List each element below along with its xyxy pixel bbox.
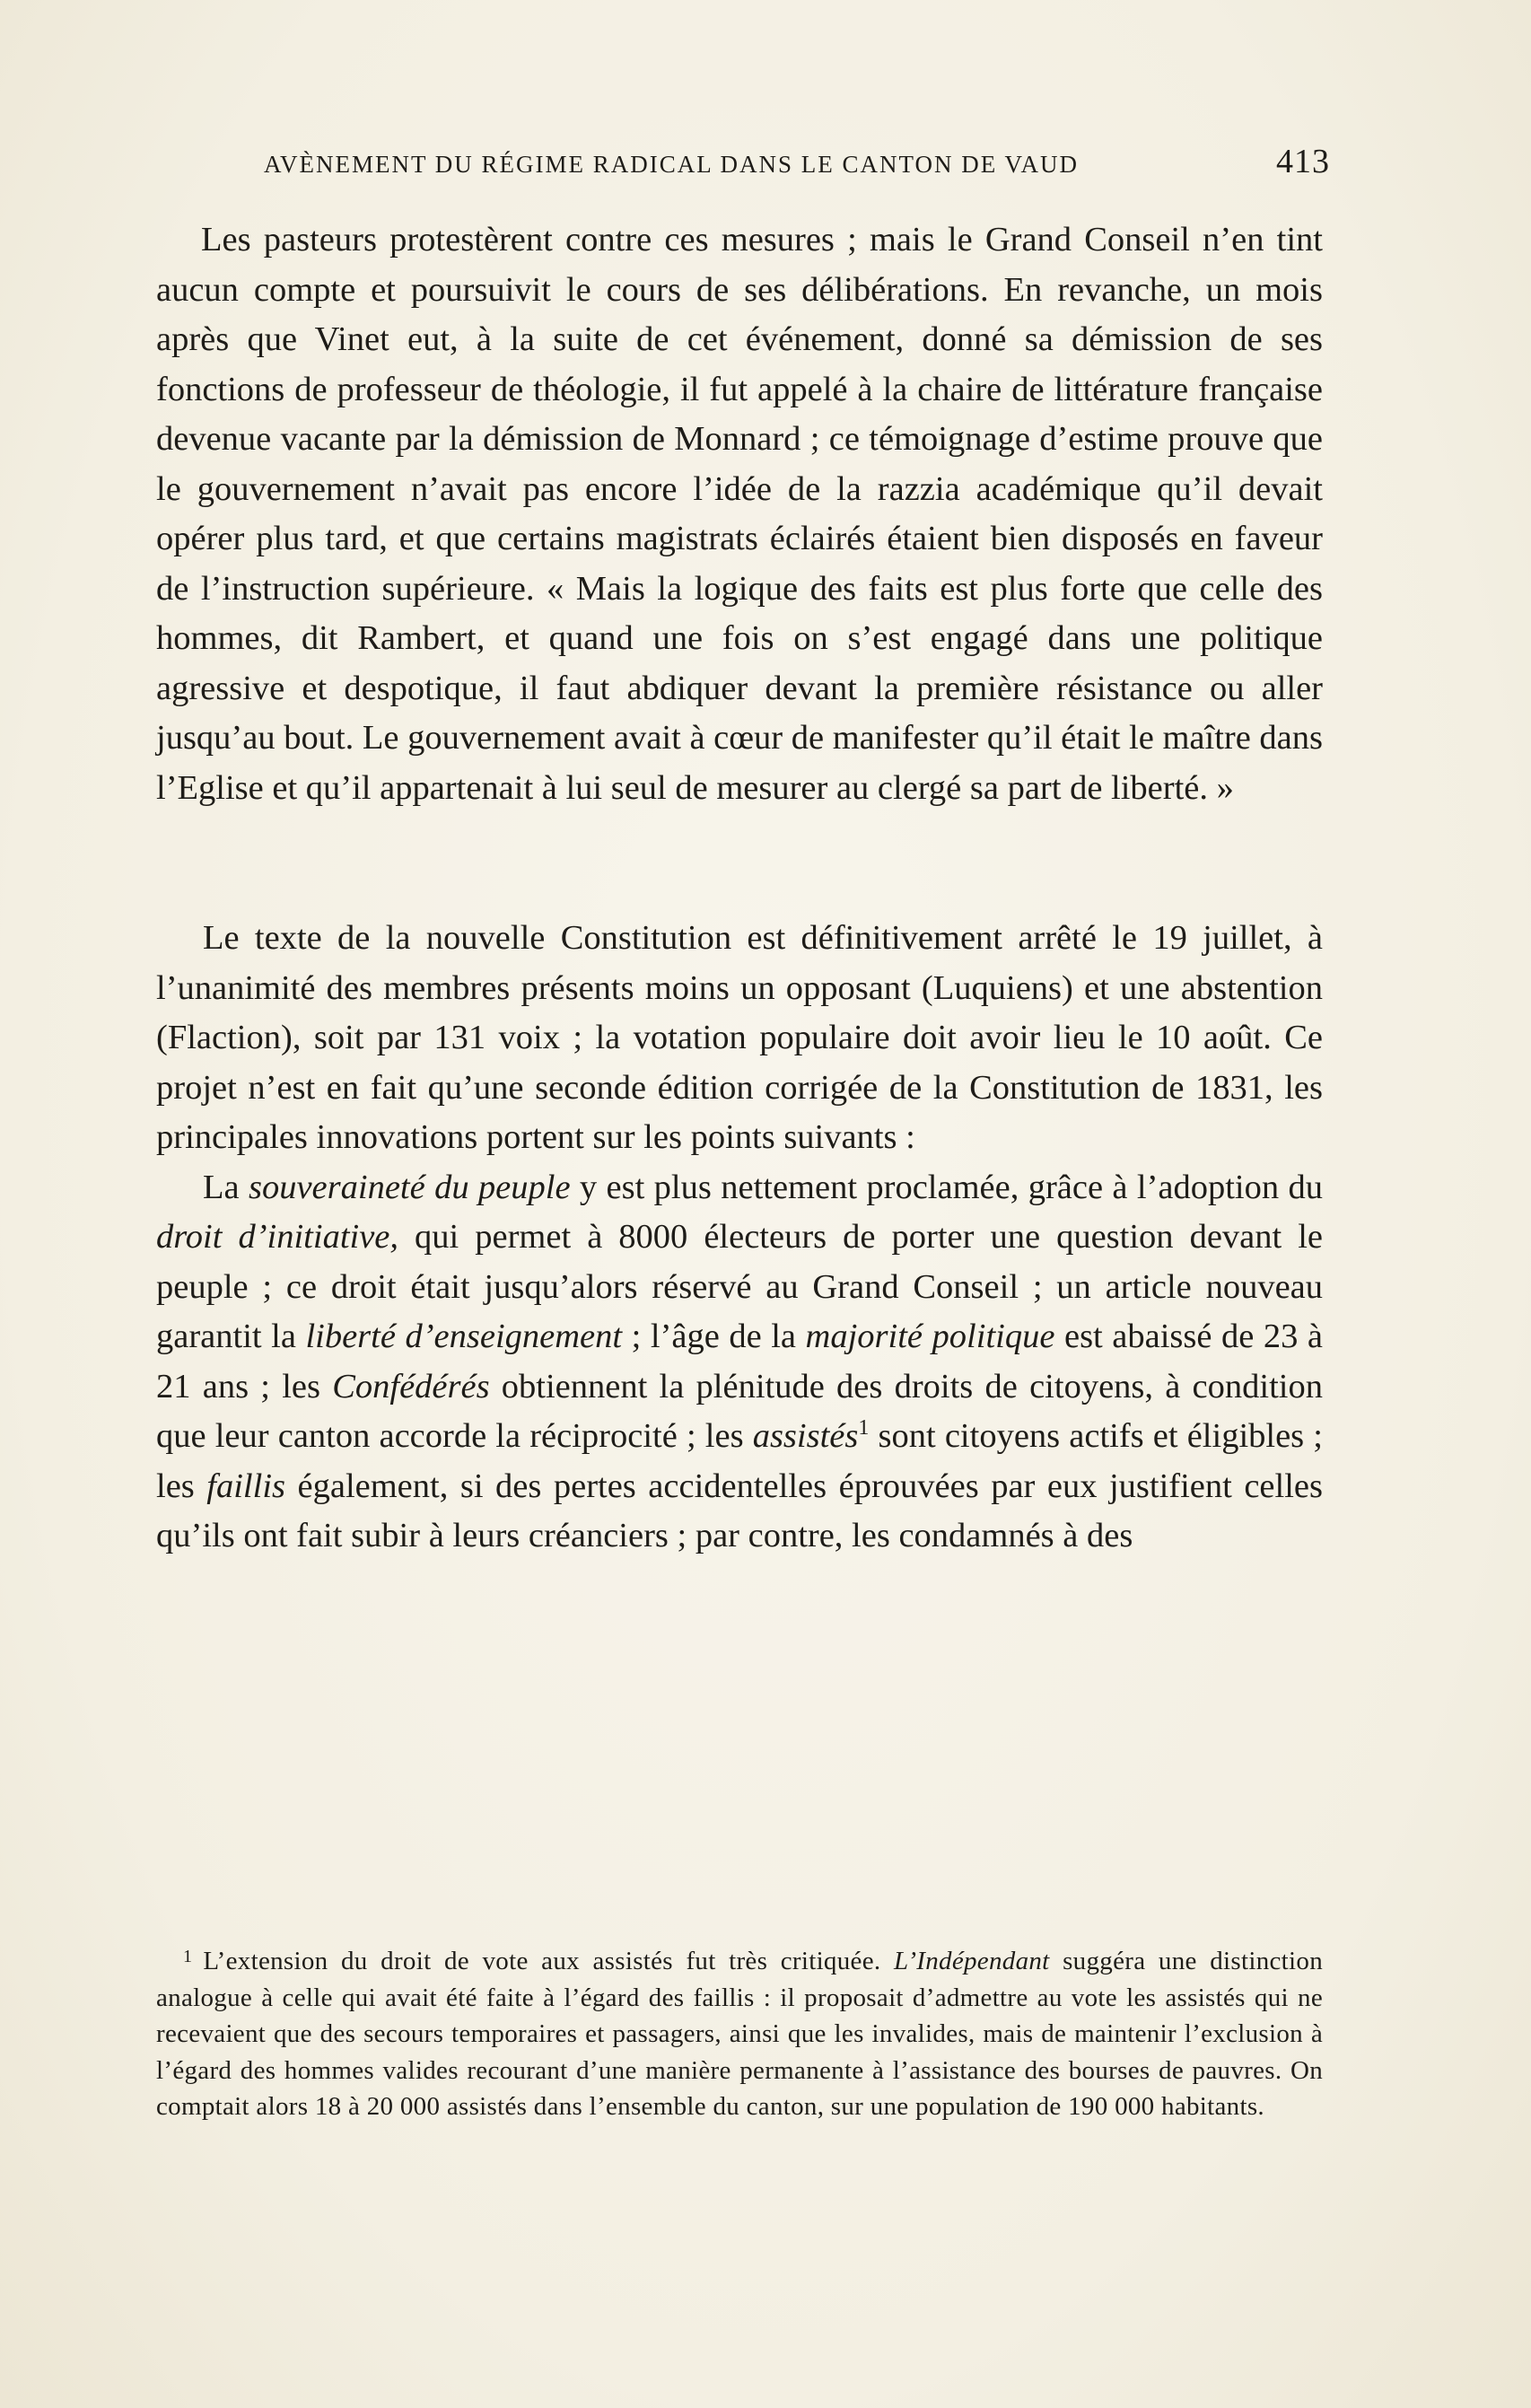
running-head: AVÈNEMENT DU RÉGIME RADICAL DANS LE CANTON DE VAUD [264, 151, 1080, 178]
text-run: est abaissé de 23 à 21 ans ; les [156, 1318, 1323, 1405]
text-run: y est plus nettement proclamée, grâce à l’adoption du [570, 1168, 1323, 1206]
text-run: suggéra une distinction analogue à celle qui avait été faite à l’égard des faillis : il proposait d’admettre au vote les assistés qui ne recevaient que des secours temporaires et passagers, ainsi que les invalides, mais de maintenir l’exclusion à l’égard des hommes valides recourant d’une manière permanente à l’assistance des bourses de pauvres. On comptait alors 18 à 20 000 assistés dans l’ensemble du canton, sur une population de 190 000 habitants. [156, 1947, 1323, 2121]
text-run: sont citoyens actifs et éligibles ; les [156, 1417, 1323, 1505]
term-liberte-enseignement: liberté d’enseignement [305, 1318, 623, 1355]
page-header [264, 142, 1330, 181]
text-run: ; l’âge de la [622, 1318, 806, 1355]
term-droit-initiative: droit d’initiative, [156, 1218, 399, 1256]
footnote-marker: 1 [183, 1947, 193, 1966]
text-run: L’extension du droit de vote aux assistés fut très critiquée. [203, 1947, 894, 1975]
footnote-text [156, 1943, 1323, 2125]
page-number: 413 [1276, 143, 1330, 180]
term-assistes: assistés [752, 1417, 859, 1455]
section-break [156, 813, 1323, 914]
text-run: qui permet à 8000 électeurs de porter une question devant le peuple ; ce droit était jusqu’alors réservé au Grand Conseil ; un article nouveau garantit la [156, 1218, 1324, 1355]
term-faillis: faillis [206, 1467, 285, 1505]
text-run: obtiennent la plénitude des droits de citoyens, à condition que leur canton accorde la réciprocité ; les [156, 1367, 1323, 1455]
term-independant: L’Indépendant [893, 1947, 1050, 1975]
term-confederes: Confédérés [332, 1367, 490, 1405]
term-majorite-politique: majorité politique [805, 1318, 1055, 1355]
main-text [156, 215, 1323, 1562]
paragraph-pastors: Les pasteurs protestèrent contre ces mesures ; mais le Grand Conseil n’en tint aucun compte et poursuivit le cours de ses délibérations. En revanche, un mois après que Vinet eut, à la suite de cet événement, donné sa démission de ses fonctions de professeur de théologie, il fut appelé à la chaire de littérature française devenue vacante par la démission de Monnard ; ce témoignage d’estime prouve que le gouvernement n’avait pas encore l’idée de la razzia académique qu’il devait opérer plus tard, et que certains magistrats éclairés étaient bien disposés en faveur de l’instruction supérieure. « Mais la logique des faits est plus forte que celle des hommes, dit Rambert, et quand une fois on s’est engagé dans une politique agressive et despotique, il faut abdiquer devant la première résistance ou aller jusqu’au bout. Le gouvernement avait à cœur de manifester qu’il était le maître dans l’Eglise et qu’il appartenait à lui seul de mesurer au clergé sa part de liberté. » [156, 221, 1323, 807]
footnote-reference: 1 [858, 1416, 870, 1440]
paragraph-constitution: Le texte de la nouvelle Constitution est définitivement arrêté le 19 juillet, à l’unanimité des membres présents moins un opposant (Luquiens) et une abstention (Flaction), soit par 131 voix ; la votation populaire doit avoir lieu le 10 août. Ce projet n’est en fait qu’une seconde édition corrigée de la Constitution de 1831, les principales innovations portent sur les points suivants : [156, 919, 1323, 1156]
footnote [156, 1943, 1323, 2125]
text-run: La [203, 1168, 249, 1206]
text-run: également, si des pertes accidentelles éprouvées par eux justifient celles qu’ils ont fait subir à leurs créanciers ; par contre, les condamnés à des [156, 1467, 1323, 1554]
term-souverainete: souveraineté du peuple [248, 1168, 571, 1206]
paragraph-innovations [156, 1163, 1323, 1562]
